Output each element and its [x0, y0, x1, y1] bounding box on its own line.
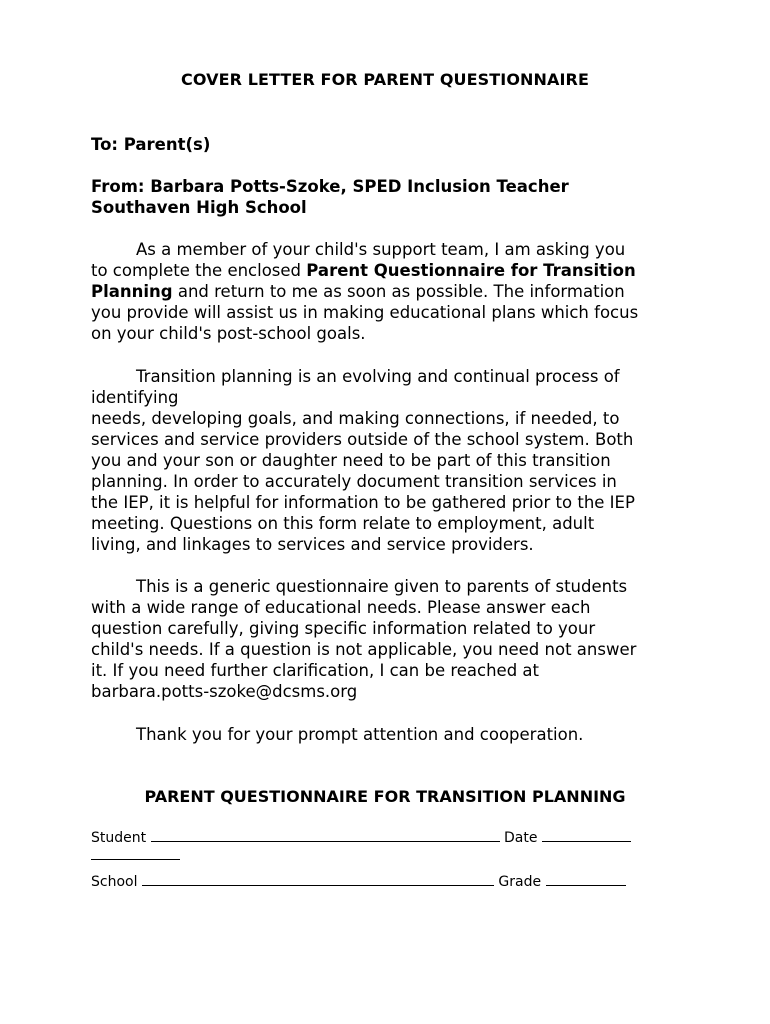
- paragraph-1-line-3: [91, 281, 625, 302]
- paragraph-3-line-2: with a wide range of educational needs. Please answer each: [91, 598, 591, 617]
- date-field-continuation[interactable]: [91, 846, 180, 860]
- student-label: Student: [91, 830, 147, 846]
- paragraph-1-text-cont: and return to me as soon as possible. The information: [172, 282, 625, 301]
- paragraph-3-line-3: question carefully, giving specific information related to your: [91, 619, 596, 638]
- paragraph-2-line-3: needs, developing goals, and making connections, if needed, to: [91, 409, 620, 428]
- grade-field[interactable]: [546, 872, 626, 886]
- paragraph-2-line-2: identifying: [91, 388, 179, 407]
- school-field[interactable]: [142, 872, 494, 886]
- questionnaire-name-bold: Parent Questionnaire for Transition: [306, 261, 636, 280]
- paragraph-2-line-4: services and service providers outside of the school system. Both: [91, 430, 634, 449]
- paragraph-1-line-5: on your child's post-school goals.: [91, 324, 366, 343]
- paragraph-3-line-5: it. If you need further clarification, I can be reached at: [91, 661, 539, 680]
- contact-email: barbara.potts-szoke@dcsms.org: [91, 682, 358, 701]
- from-line: From: Barbara Potts-Szoke, SPED Inclusion Teacher: [91, 177, 569, 196]
- paragraph-2-line-1: Transition planning is an evolving and continual process of: [136, 367, 620, 386]
- thank-you-line: Thank you for your prompt attention and cooperation.: [136, 725, 584, 744]
- school-grade-row: [91, 872, 626, 891]
- date-label: Date: [504, 830, 538, 846]
- student-date-row: [91, 828, 631, 847]
- paragraph-1-line-4: you provide will assist us in making educational plans which focus: [91, 303, 639, 322]
- student-field[interactable]: [151, 828, 500, 842]
- paragraph-1-text: to complete the enclosed: [91, 261, 307, 280]
- paragraph-2-line-7: the IEP, it is helpful for information to be gathered prior to the IEP: [91, 493, 635, 512]
- grade-label: Grade: [498, 874, 542, 890]
- date-field-continuation-row: [91, 846, 180, 865]
- school-label: School: [91, 874, 138, 890]
- school-name-line: Southaven High School: [91, 198, 307, 217]
- paragraph-2-line-9: living, and linkages to services and service providers.: [91, 535, 534, 554]
- paragraph-2-line-8: meeting. Questions on this form relate to employment, adult: [91, 514, 595, 533]
- questionnaire-title: PARENT QUESTIONNAIRE FOR TRANSITION PLANNING: [144, 787, 626, 806]
- questionnaire-name-bold-cont: Planning: [91, 282, 173, 301]
- paragraph-1-line-2: [91, 260, 636, 281]
- letter-title: COVER LETTER FOR PARENT QUESTIONNAIRE: [180, 70, 590, 89]
- to-line: To: Parent(s): [91, 135, 211, 154]
- paragraph-2-line-5: you and your son or daughter need to be part of this transition: [91, 451, 611, 470]
- paragraph-3-line-4: child's needs. If a question is not applicable, you need not answer: [91, 640, 637, 659]
- date-field[interactable]: [542, 828, 631, 842]
- paragraph-1-line-1: As a member of your child's support team, I am asking you: [136, 240, 626, 259]
- paragraph-3-line-1: This is a generic questionnaire given to parents of students: [136, 577, 628, 596]
- paragraph-2-line-6: planning. In order to accurately document transition services in: [91, 472, 617, 491]
